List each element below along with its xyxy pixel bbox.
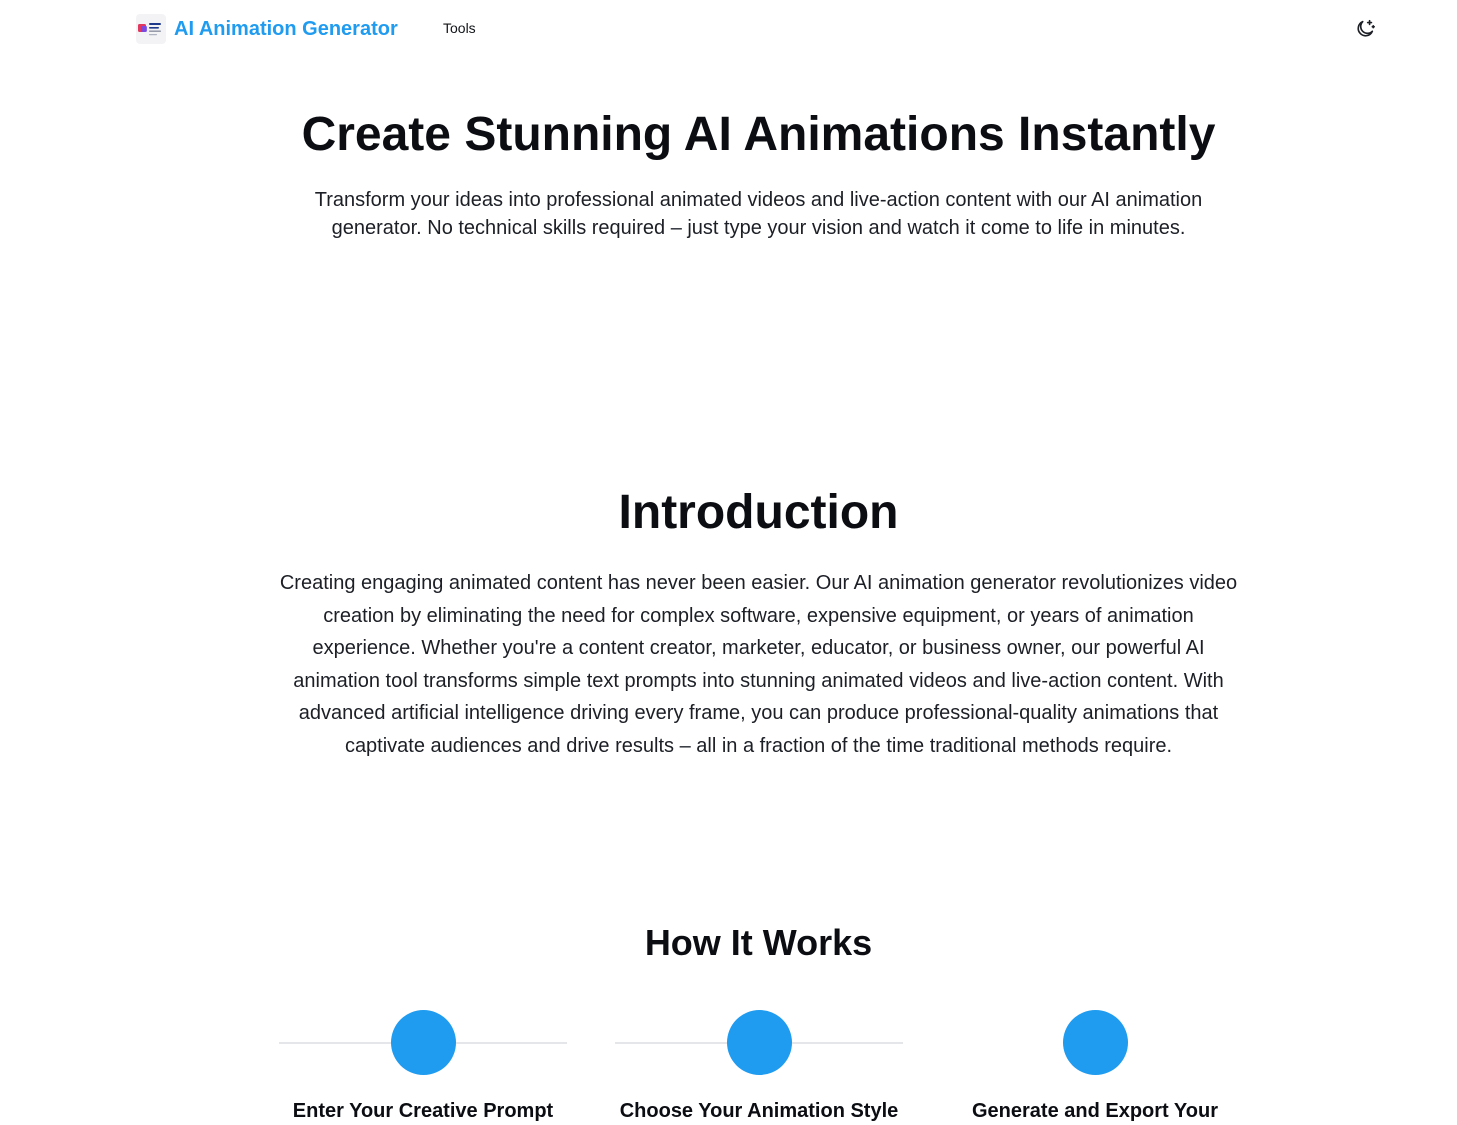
- brand-logo-icon: [136, 14, 166, 44]
- step-1: [279, 1010, 567, 1125]
- step-3-title: Generate and Export Your: [972, 1100, 1218, 1122]
- moon-stars-icon: [1354, 18, 1376, 40]
- how-it-works-title: How It Works: [644, 922, 873, 963]
- theme-toggle-button[interactable]: [1353, 17, 1377, 41]
- brand-link[interactable]: [136, 14, 398, 44]
- step-1-circle-icon: [391, 1010, 456, 1075]
- step-3: [951, 1010, 1239, 1125]
- step-2-circle-icon: [727, 1010, 792, 1075]
- brand-name: AI Animation Generator: [174, 17, 398, 40]
- step-3-circle-icon: [1063, 1010, 1128, 1075]
- introduction-body: Creating engaging animated content has never been easier. Our AI animation generator revolutionizes video creation by eliminating the need for complex software, expensive equipment, or years of animation experience. Whether you're a content creator, marketer, educator, or business owner, our powerful AI animation tool transforms simple text prompts into stunning animated videos and live-action content. With advanced artificial intelligence driving every frame, you can produce professional-quality animations that captivate audiences and drive results – all in a fraction of the time traditional methods require.: [279, 572, 1238, 757]
- step-2: [615, 1010, 903, 1125]
- how-it-works-steps: [279, 1010, 1239, 1125]
- nav-link-tools[interactable]: Tools: [443, 20, 476, 36]
- step-2-title: Choose Your Animation Style: [619, 1100, 899, 1122]
- hero-title: Create Stunning AI Animations Instantly: [301, 108, 1216, 161]
- step-1-title: Enter Your Creative Prompt: [292, 1100, 554, 1122]
- introduction-title: Introduction: [618, 486, 899, 539]
- site-header: [0, 0, 1457, 58]
- hero-subtitle: Transform your ideas into professional animated videos and live-action content with our AI animation generator. No technical skills required – just type your vision and watch it come to life in minutes.: [314, 189, 1203, 239]
